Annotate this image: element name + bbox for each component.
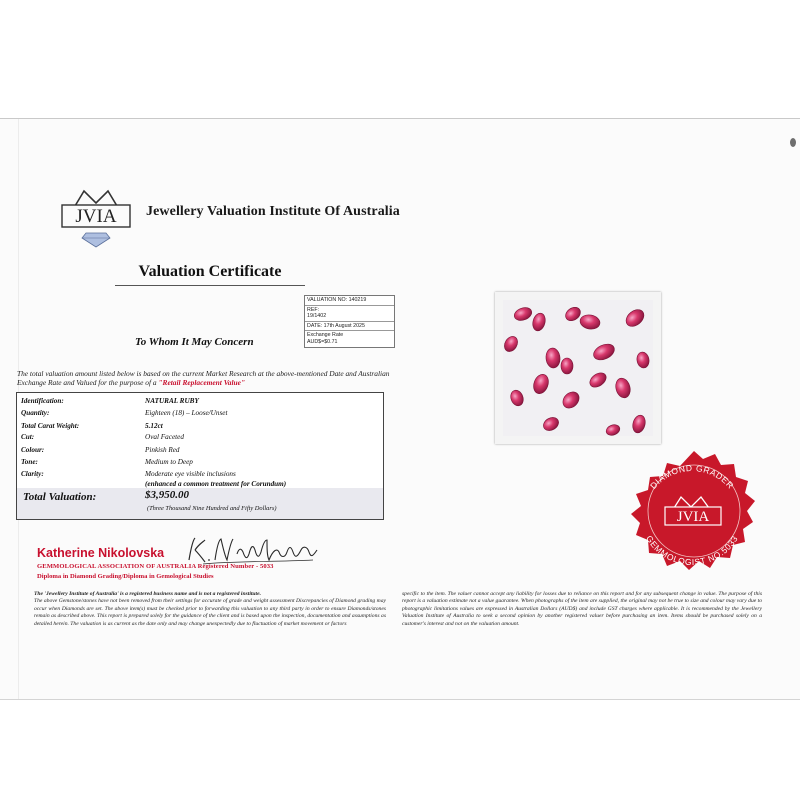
reference-box [304,295,395,348]
jvia-logo-icon [58,183,134,249]
total-in-words: (Three Thousand Nine Hundred and Fifty Dollars) [147,505,277,512]
reference-label: REF: [307,306,320,313]
seal-logo-text: JVIA [676,509,710,525]
addressee: To Whom It May Concern [135,336,254,348]
exchange-rate-value: AUD$=$0.71 [307,338,338,345]
total-value: $3,950.00 [145,489,189,501]
row-label: Tone: [21,458,38,466]
intro-text: The total valuation amount listed below is based on the current Market Research at the above-mentioned Date and Australian Exchange Rate and Valued for the purpose of a [17,369,390,388]
row-value: 5.12ct [145,422,163,430]
intro-paragraph [17,369,397,387]
row-value: Medium to Deep [145,458,193,466]
diamond-grader-seal-icon [617,437,767,587]
row-value: (enhanced a common treatment for Corundum) [145,480,287,488]
institute-name: Jewellery Valuation Institute Of Australia [146,204,400,219]
punch-hole [790,138,796,147]
gemstone-photo-frame [495,292,661,444]
seal-arc-bottom: GEMMOLOGIST NO.5033 [644,533,740,568]
rubies-image [503,300,653,436]
row-value: Pinkish Red [145,446,180,454]
signatory-diplomas: Diploma in Diamond Grading/Diploma in Gemological Studies [37,573,214,580]
certificate-title: Valuation Certificate [138,263,282,280]
disclaimer-right: specific to the item. The valuer cannot accept any liability for losses due to reliance on this report and for any subsequent change in value. The purpose of this report is a valuation estimate not a value guarantee. When photographs of the item are supplied, the original may not be true to size and colour may vary due to photographic limitations values are expressed in Australian Dollars (AUD$) and include GST charges where applicable. It is recommended by the Jewellery Valuation Institute of Australia to seek a second opinion by another registered valuer before purchasing an item. Items should be purchased solely on a customer's interest and not on the valuation amount. [402,591,762,627]
disclaimer-left-text: The above Gemstone/stones have not been removed from their settings for accurate of grade and weight assessment Discrepancies of Diamond grading may occur when Diamonds are set. The above item(s) must be checked prior to forwarding this valuation to any third party in order to ensure Diamonds/stones remain as described above. This report is prepared solely for the guidance of the client and is based upon the inspection, documentation and assumptions as detailed herein. The valuation is as current as the date only and may change unexpectedly due to fluctuation of market movement or factors [34,598,386,627]
row-label: Cut: [21,433,35,441]
intro-highlight: "Retail Replacement Value" [158,378,246,388]
valuation-number: VALUATION NO: 140219 [305,296,394,306]
total-label: Total Valuation: [23,491,97,503]
row-label: Quantity: [21,409,50,417]
row-label: Colour: [21,446,45,454]
gemstone-photo [503,300,653,436]
valuation-date: DATE: 17th August 2025 [305,322,394,332]
reference-value: 19/1402 [307,313,327,320]
exchange-rate-label: Exchange Rate [307,332,344,339]
details-table [16,392,384,520]
row-value: Eighteen (18) – Loose/Unset [145,409,228,417]
exchange-rate-field [305,331,394,346]
signatory-association: GEMMOLOGICAL ASSOCIATION OF AUSTRALIA Registered Number - 5033 [37,563,274,570]
logo-text: JVIA [75,206,117,227]
title-underline [115,285,305,286]
row-label: Identification: [21,397,64,405]
row-label: Total Carat Weight: [21,422,80,430]
row-value: NATURAL RUBY [145,397,199,405]
signatory-name: Katherine Nikolovska [37,546,165,560]
disclaimer-left [34,591,386,628]
row-value: Moderate eye visible inclusions [145,470,236,478]
reference-field [305,306,394,322]
row-label: Clarity: [21,470,44,478]
disclaimer-lead: The 'Jewellery Institute of Australia' is a registered business name and is not a registered institute. [34,591,261,597]
seal-arc-top: DIAMOND GRADER [647,462,737,491]
row-value: Oval Faceted [145,433,184,441]
